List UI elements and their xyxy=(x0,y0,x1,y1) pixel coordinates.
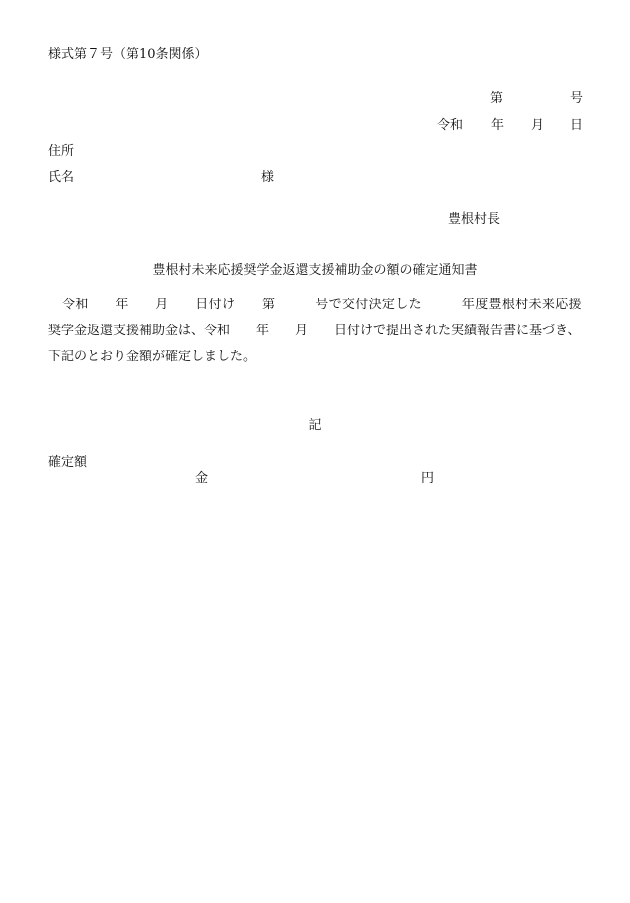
honorific: 様 xyxy=(261,170,275,185)
note-heading: 記 xyxy=(308,418,322,433)
date-year-label: 年 xyxy=(491,118,505,133)
body-line-2: 奨学金返還支援補助金は、令和 年 月 日付けで提出された実績報告書に基づき、 xyxy=(48,324,581,338)
document-title: 豊根村未来応援奨学金返還支援補助金の額の確定通知書 xyxy=(152,263,478,278)
amount-unit: 円 xyxy=(421,471,435,486)
issuer-name: 豊根村長 xyxy=(448,212,501,227)
date-era: 令和 xyxy=(437,118,464,133)
date-month-label: 月 xyxy=(531,118,545,133)
address-label: 住所 xyxy=(48,144,75,159)
amount-prefix: 金 xyxy=(195,471,209,486)
body-line-1: 令和 年 月 日付け 第 号で交付決定した 年度豊根村未来応援 xyxy=(62,298,582,312)
reference-number-prefix: 第 xyxy=(490,91,504,106)
reference-number-suffix: 号 xyxy=(570,91,584,106)
form-number: 様式第７号（第10条関係） xyxy=(48,47,208,62)
body-line-3: 下記のとおり金額が確定しました。 xyxy=(48,350,257,364)
name-label: 氏名 xyxy=(48,170,75,185)
date-day-label: 日 xyxy=(570,118,584,133)
confirmed-amount-label: 確定額 xyxy=(48,455,88,470)
